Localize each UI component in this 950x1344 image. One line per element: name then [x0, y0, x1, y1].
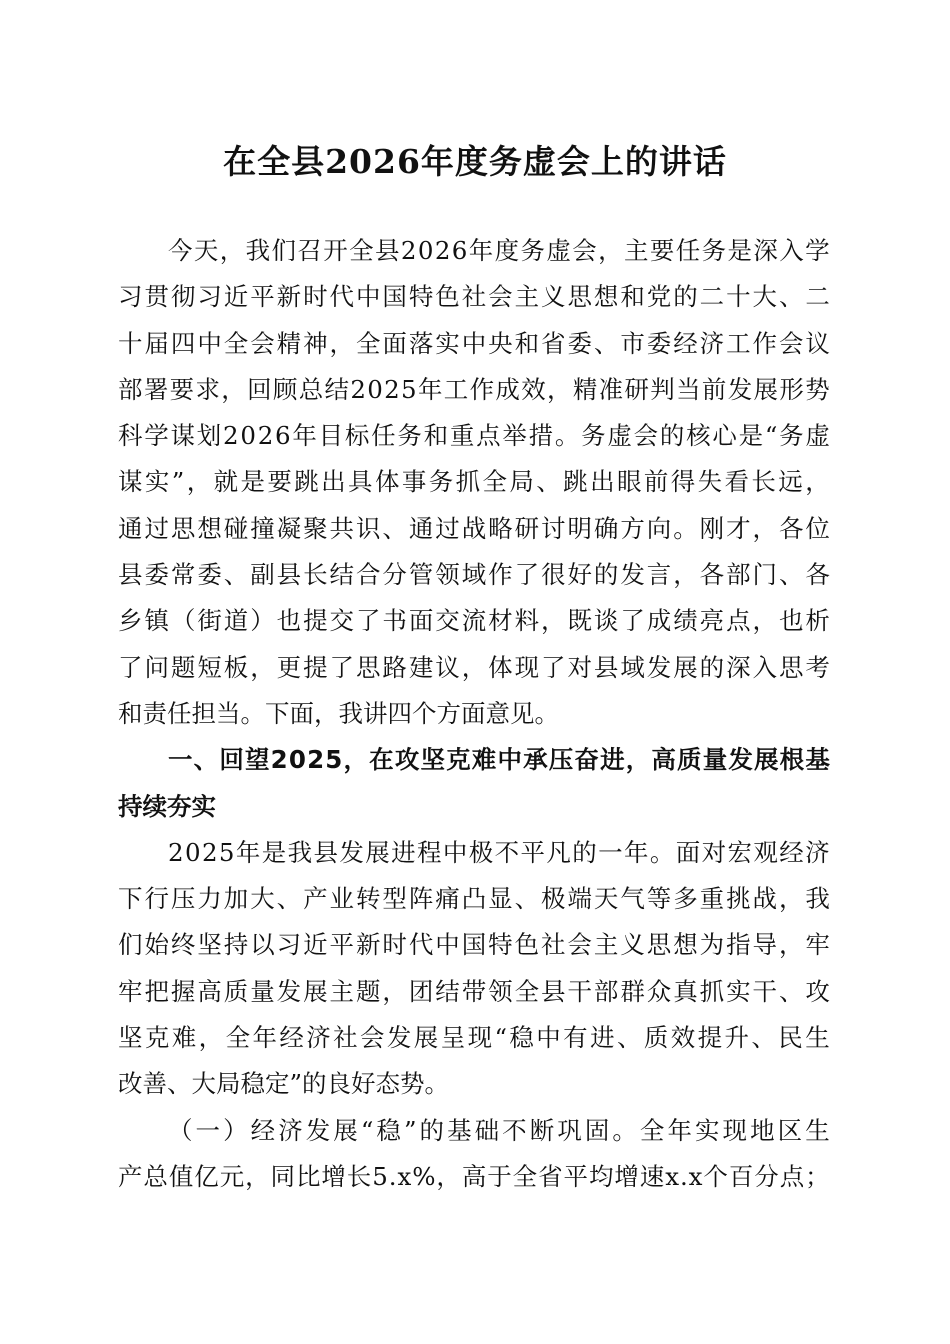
paragraph-line: 改善、大局稳定”的良好态势。 [118, 1069, 450, 1099]
paragraph-line: 通 过 思 想 碰 撞 凝 聚 共 识 、 通 过 战 略 研 讨 明 确 方 向 。 刚 才 ， 各 位 [118, 513, 830, 543]
document-body [118, 228, 830, 1200]
subsection-line: （ 一 ） 经 济 发 展 “ 稳 ” 的 基 础 不 断 巩 固 。 全 年 实 现 地 区 生 [168, 1115, 830, 1145]
paragraph-line: 牢 把 握 高 质 量 发 展 主 题 ， 团 结 带 领 全 县 干 部 群 众 真 抓 实 干 、 攻 [118, 976, 830, 1006]
paragraph-line: 今 天 ， 我 们 召 开 全 县 2 0 2 6 年 度 务 虚 会 ， 主 要 任 务 是 深 入 学 [168, 236, 830, 265]
paragraph-line: 产 总 值 亿 元 ， 同 比 增 长 5 . x % ， 高 于 全 省 平 均 增 速 x . x 个 百 分 点 ； [118, 1161, 830, 1191]
section-heading-line: 持续夯实 [118, 791, 216, 821]
section-heading-line: 一 、 回 望 2 0 2 5 ， 在 攻 坚 克 难 中 承 压 奋 进 ， 高 质 量 发 展 根 基 [168, 745, 830, 775]
paragraph-line: 谋 实 ” ， 就 是 要 跳 出 具 体 事 务 抓 全 局 、 跳 出 眼 前 得 失 看 长 远 ， [118, 467, 830, 497]
paragraph-line: 2 0 2 5 年 是 我 县 发 展 进 程 中 极 不 平 凡 的 一 年 。 面 对 宏 观 经 济 [168, 837, 830, 867]
paragraph-line: 坚 克 难 ， 全 年 经 济 社 会 发 展 呈 现 “ 稳 中 有 进 、 质 效 提 升 、 民 生 [118, 1023, 830, 1053]
paragraph-line: 和责任担当。下面，我讲四个方面意见。 [118, 698, 559, 728]
paragraph-line: 乡 镇 （ 街 道 ） 也 提 交 了 书 面 交 流 材 料 ， 既 谈 了 成 绩 亮 点 ， 也 析 [118, 606, 830, 636]
paragraph-line: 下 行 压 力 加 大 、 产 业 转 型 阵 痛 凸 显 、 极 端 天 气 等 多 重 挑 战 ， 我 [118, 884, 830, 914]
paragraph-line: 十 届 四 中 全 会 精 神 ， 全 面 落 实 中 央 和 省 委 、 市 委 经 济 工 作 会 议 [118, 328, 830, 358]
paragraph-line: 科 学 谋 划 2 0 2 6 年 目 标 任 务 和 重 点 举 措 。 务 虚 会 的 核 心 是 “ 务 虚 [118, 421, 830, 451]
paragraph-line: 部 署 要 求 ， 回 顾 总 结 2 0 2 5 年 工 作 成 效 ， 精 准 研 判 当 前 发 展 形 势 [118, 374, 830, 404]
paragraph-line: 县 委 常 委 、 副 县 长 结 合 分 管 领 域 作 了 很 好 的 发 言 ， 各 部 门 、 各 [118, 560, 830, 590]
paragraph-line: 们 始 终 坚 持 以 习 近 平 新 时 代 中 国 特 色 社 会 主 义 思 想 为 指 导 ， 牢 [118, 930, 830, 960]
document-title: 在全县2026年度务虚会上的讲话 [223, 142, 727, 181]
paragraph-line: 了 问 题 短 板 ， 更 提 了 思 路 建 议 ， 体 现 了 对 县 域 发 展 的 深 入 思 考 [118, 652, 830, 682]
paragraph-line: 习 贯 彻 习 近 平 新 时 代 中 国 特 色 社 会 主 义 思 想 和 党 的 二 十 大 、 二 [118, 282, 830, 312]
